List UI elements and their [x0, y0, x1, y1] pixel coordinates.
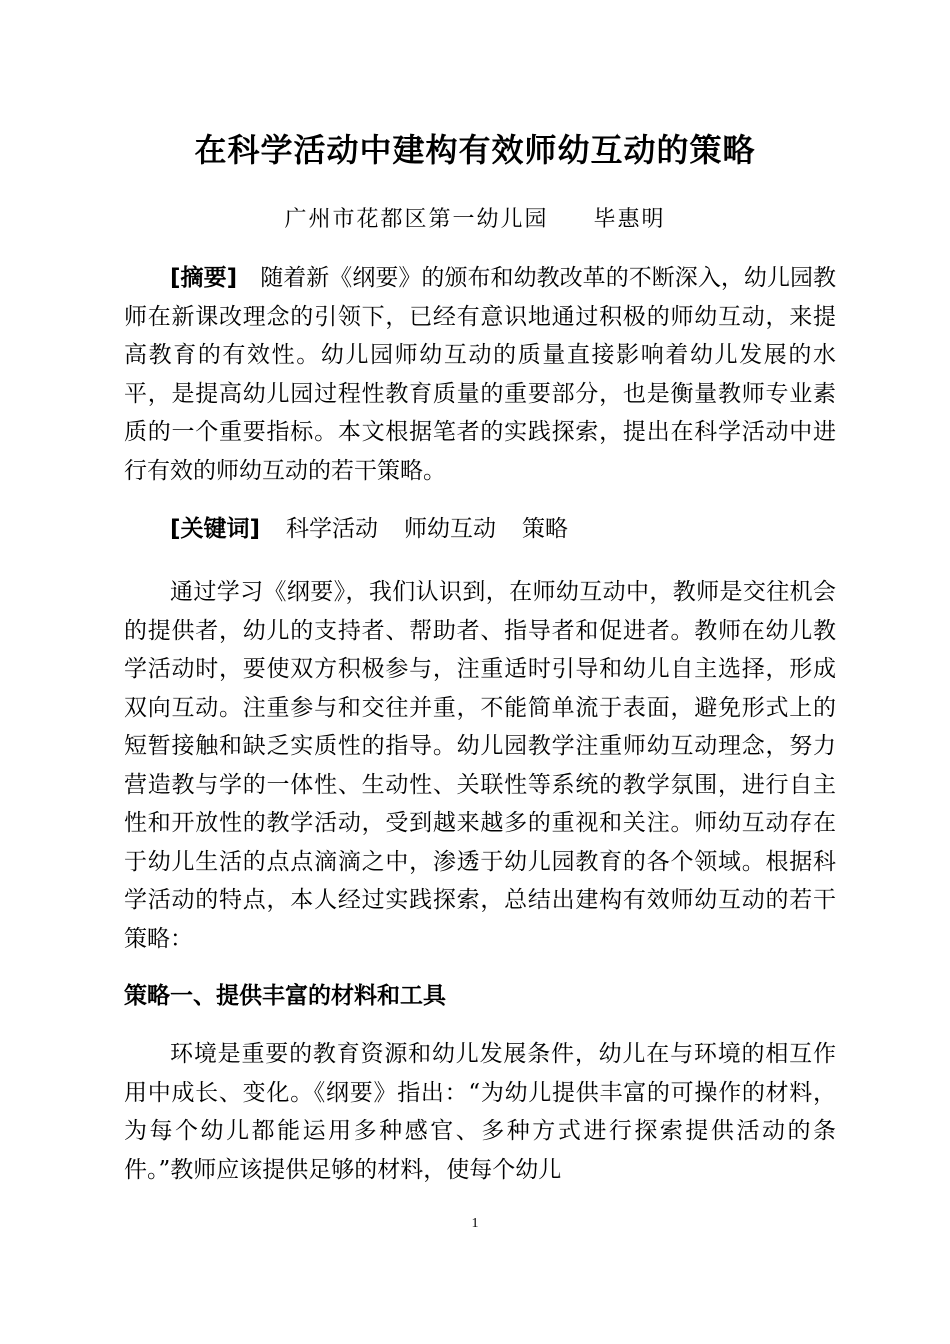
- abstract-paragraph: [124, 259, 836, 490]
- keyword-item: 师幼互动: [404, 516, 497, 542]
- body-paragraph: 通过学习《纲要》，我们认识到，在师幼互动中，教师是交往机会的提供者，幼儿的支持者、帮助者、指导者和促进者。教师在幼儿教学活动时，要使双方积极参与，注重适时引导和幼儿自主选择，形成双向互动。注重参与和交往并重，不能简单流于表面，避免形式上的短暂接触和缺乏实质性的指导。幼儿园教学注重师幼互动理念，努力营造教与学的一体性、生动性、关联性等系统的教学氛围，进行自主性和开放性的教学活动，受到越来越多的重视和关注。师幼互动存在于幼儿生活的点点滴滴之中，渗透于幼儿园教育的各个领域。根据科学活动的特点，本人经过实践探索，总结出建构有效师幼互动的若干策略：: [124, 579, 836, 952]
- keywords-label: [关键词]: [170, 516, 261, 542]
- author-line: 广州市花都区第一幼儿园 毕惠明: [284, 207, 666, 232]
- keywords-paragraph: [124, 510, 836, 549]
- abstract-label: [摘要]: [170, 265, 238, 291]
- keyword-item: 策略: [522, 516, 569, 542]
- page-number: 1: [471, 1216, 479, 1231]
- keyword-item: 科学活动: [286, 516, 379, 542]
- body-paragraph: 环境是重要的教育资源和幼儿发展条件，幼儿在与环境的相互作用中成长、变化。《纲要》指出：“为幼儿提供丰富的可操作的材料，为每个幼儿都能运用多种感官、多种方式进行探索提供活动的条件。”教师应该提供足够的材料，使每个幼儿: [124, 1041, 836, 1183]
- abstract-text: 随着新《纲要》的颁布和幼教改革的不断深入，幼儿园教师在新课改理念的引领下，已经有意识地通过积极的师幼互动，来提高教育的有效性。幼儿园师幼互动的质量直接影响着幼儿发展的水平，是提高幼儿园过程性教育质量的重要部分，也是衡量教师专业素质的一个重要指标。本文根据笔者的实践探索，提出在科学活动中进行有效的师幼互动的若干策略。: [124, 265, 837, 484]
- section-heading: 策略一、提供丰富的材料和工具: [124, 983, 446, 1009]
- document-title: 在科学活动中建构有效师幼互动的策略: [194, 131, 756, 169]
